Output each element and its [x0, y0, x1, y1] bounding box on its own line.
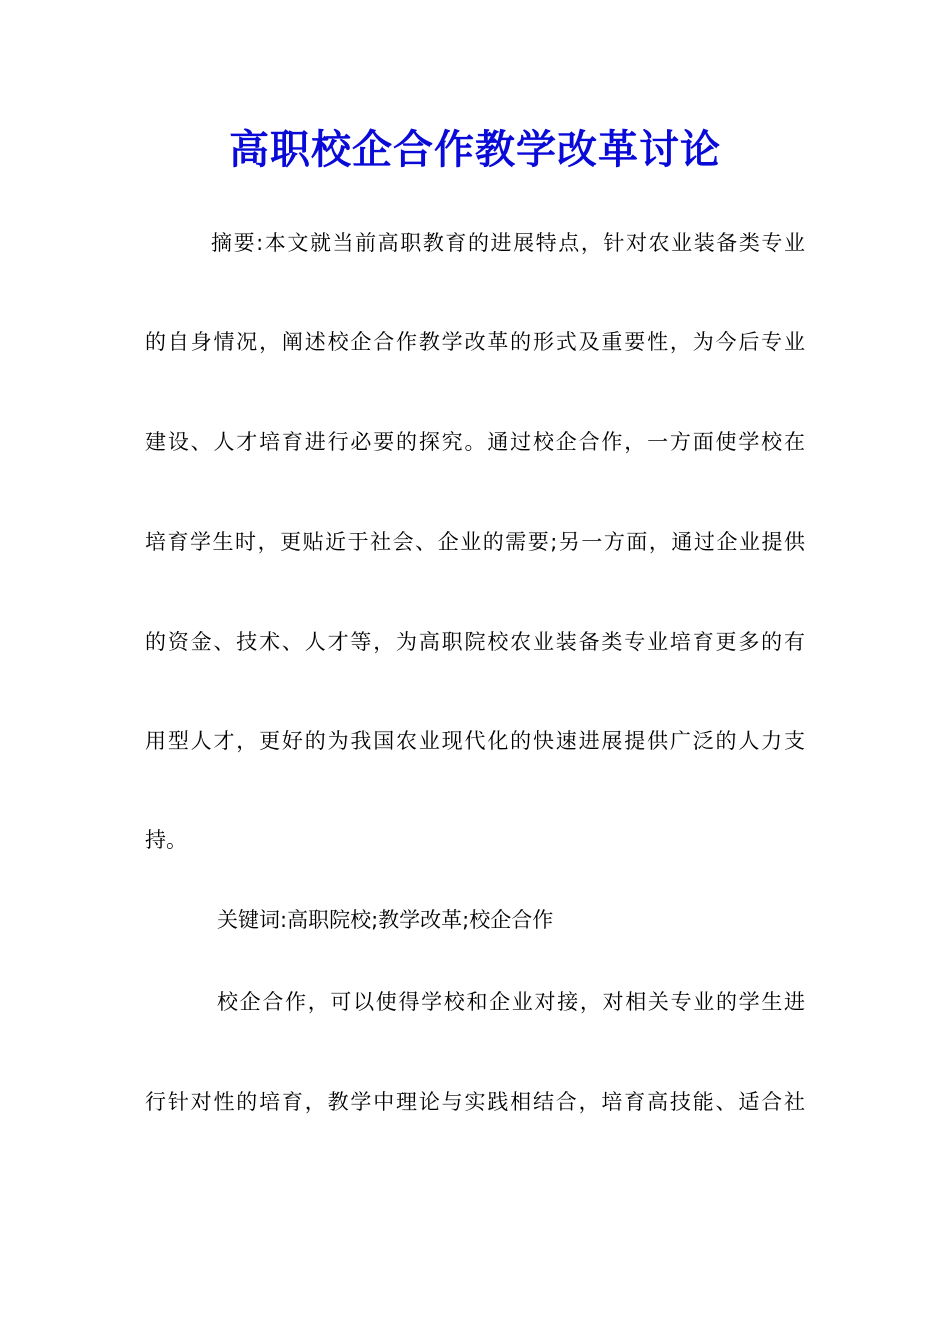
- abstract-line-4: 培育学生时，更贴近于社会、企业的需要;另一方面，通过企业提供: [145, 530, 805, 554]
- body-line-1: 校企合作，可以使得学校和企业对接，对相关专业的学生进: [217, 990, 805, 1014]
- abstract-line-7: 持。: [145, 828, 187, 852]
- abstract-line-2: 的自身情况，阐述校企合作教学改革的形式及重要性，为今后专业: [145, 330, 805, 354]
- abstract-line-1: 摘要:本文就当前高职教育的进展特点，针对农业装备类专业: [211, 231, 805, 255]
- abstract-line-5: 的资金、技术、人才等，为高职院校农业装备类专业培育更多的有: [145, 630, 805, 654]
- abstract-line-3: 建设、人才培育进行必要的探究。通过校企合作，一方面使学校在: [145, 430, 805, 454]
- body-line-2: 行针对性的培育，教学中理论与实践相结合，培育高技能、适合社: [145, 1090, 805, 1114]
- abstract-line-6: 用型人才，更好的为我国农业现代化的快速进展提供广泛的人力支: [145, 729, 805, 753]
- document-title: 高职校企合作教学改革讨论: [229, 126, 721, 173]
- keywords-line: 关键词:高职院校;教学改革;校企合作: [217, 908, 554, 932]
